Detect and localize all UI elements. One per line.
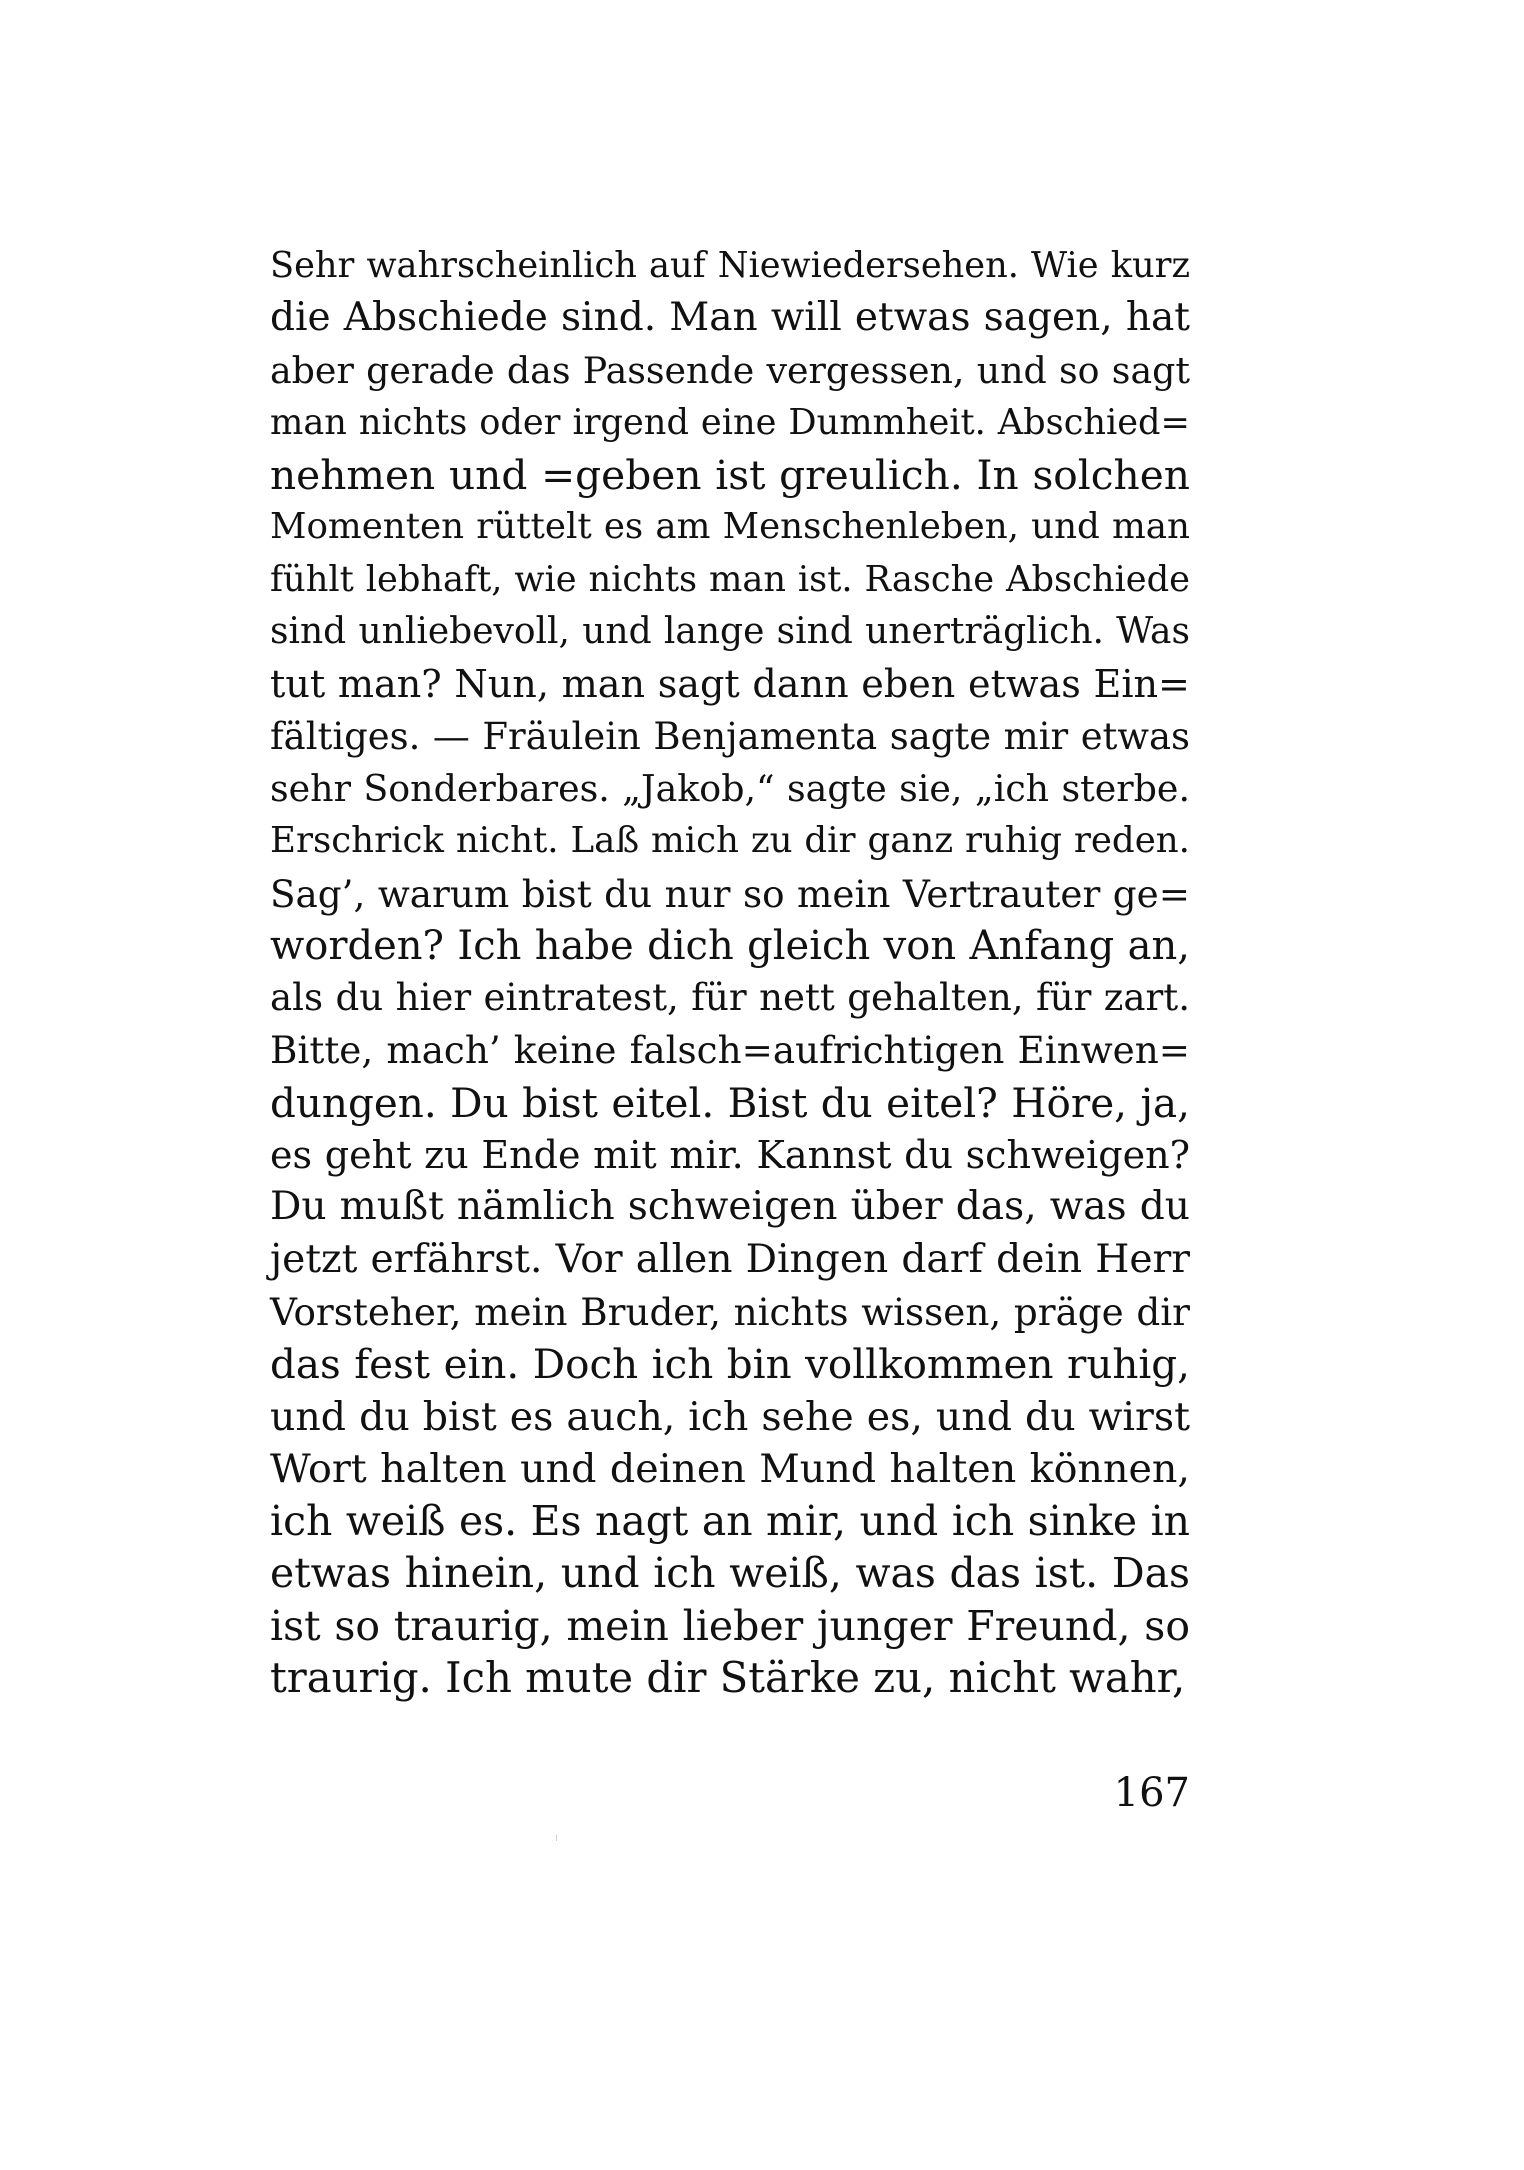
text-line: ist so traurig, mein lieber junger Freund, so [270,1601,1190,1650]
text-line: etwas hinein, und ich weiß, was das ist. Das [270,1549,1190,1598]
text-line: man nichts oder irgend eine Dummheit. Abschied= [270,401,1190,443]
text-line: nehmen und =geben ist greulich. In solchen [270,451,1190,500]
paper-speck [556,1835,557,1841]
text-line: tut man? Nun, man sagt dann eben etwas Ein= [270,662,1190,707]
text-line: dungen. Du bist eitel. Bist du eitel? Höre, ja, [270,1078,1190,1127]
text-line: Erschrick nicht. Laß mich zu dir ganz ruhig reden. [270,820,1190,862]
text-line: traurig. Ich mute dir Stärke zu, nicht wahr, [270,1653,1186,1703]
text-line: Bitte, mach’ keine falsch=aufrichtigen Einwen= [270,1028,1190,1073]
text-line: und du bist es auch, ich sehe es, und du wirst [270,1393,1190,1440]
text-line: jetzt erfährst. Vor allen Dingen darf dein Herr [270,1236,1190,1282]
text-line: als du hier eintratest, für nett gehalten, für zart. [270,976,1190,1020]
text-line: Momenten rüttelt es am Menschenleben, und man [270,506,1190,548]
text-line: Sag’, warum bist du nur so mein Vertrauter ge= [270,871,1190,916]
text-line: aber gerade das Passende vergessen, und so sagt [270,348,1190,392]
text-line: sind unliebevoll, und lange sind unerträglich. Was [270,611,1190,653]
text-line: fältiges. — Fräulein Benjamenta sagte mir etwas [270,714,1190,758]
text-line: ich weiß es. Es nagt an mir, und ich sinke in [270,1497,1190,1546]
page-number: 167 [1113,1770,1190,1816]
text-line: Sehr wahrscheinlich auf Niewiedersehen. Wie kurz [270,245,1190,286]
text-line: die Abschiede sind. Man will etwas sagen, hat [270,295,1190,341]
text-line: sehr Sonderbares. „Jakob,“ sagte sie, „ich sterbe. [270,766,1190,810]
text-line: Vorsteher, mein Bruder, nichts wissen, präge dir [270,1289,1190,1334]
text-line: das fest ein. Doch ich bin vollkommen ruhig, [270,1340,1190,1389]
text-line: worden? Ich habe dich gleich von Anfang an, [270,922,1190,969]
text-line: Du mußt nämlich schweigen über das, was du [270,1184,1190,1230]
text-line: es geht zu Ende mit mir. Kannst du schweigen? [270,1133,1190,1178]
body-text [270,240,1190,1704]
text-line: Wort halten und deinen Mund halten können, [270,1445,1190,1492]
text-line: fühlt lebhaft, wie nichts man ist. Rasche Abschiede [270,558,1190,600]
